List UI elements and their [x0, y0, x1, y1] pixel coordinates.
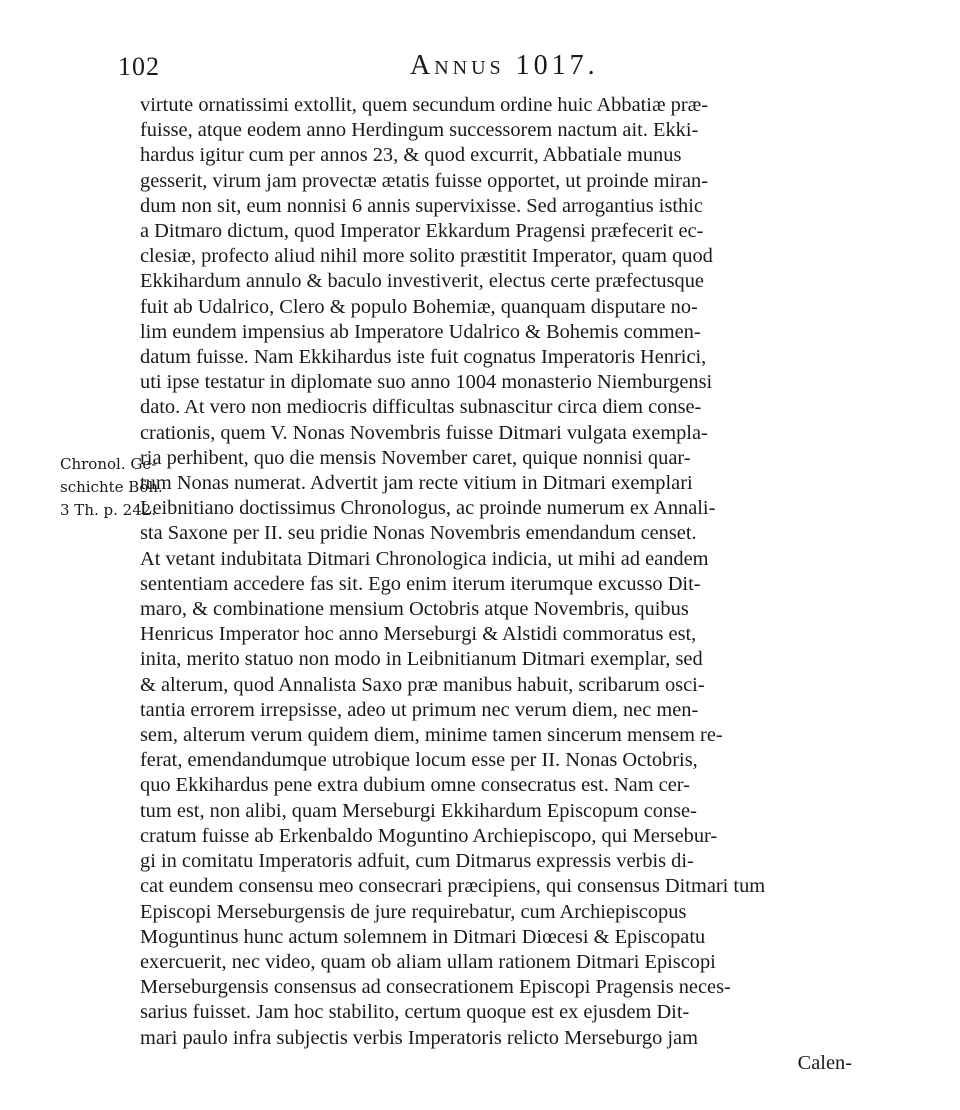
page-number: 102 [118, 52, 160, 81]
text-line: Episcopi Merseburgensis de jure requirebatur, cum Archiepiscopus [140, 900, 687, 923]
text-line: Calen- [797, 1051, 852, 1074]
text-line: ferat, emendandumque utrobique locum esse per II. Nonas Octobris, [140, 749, 698, 772]
text-line: quo Ekkihardus pene extra dubium omne consecratus est. Nam cer- [140, 774, 690, 797]
text-line: dum non sit, eum nonnisi 6 annis supervixisse. Sed arrogantius isthic [140, 194, 703, 217]
text-line: uti ipse testatur in diplomate suo anno 1004 monasterio Niemburgensi [140, 371, 713, 394]
text-line: cratum fuisse ab Erkenbaldo Moguntino Archiepiscopo, qui Mersebur- [140, 824, 718, 847]
text-line: exercuerit, nec video, quam ob aliam ullam rationem Ditmari Episcopi [140, 950, 716, 973]
text-line: clesiæ, profecto aliud nihil more solito præstitit Imperator, quam quod [140, 245, 713, 268]
margin-note-line: Chronol. Ge- [60, 455, 157, 473]
text-line: a Ditmaro dictum, quod Imperator Ekkardum Pragensi præfecerit ec- [140, 220, 704, 243]
text-line: hardus igitur cum per annos 23, & quod excurrit, Abbatiale munus [140, 144, 682, 167]
margin-note-line: 3 Th. p. 242. [60, 501, 157, 519]
text-line: sarius fuisset. Jam hoc stabilito, certum quoque est ex ejusdem Dit- [140, 1001, 690, 1024]
text-line: & alterum, quod Annalista Saxo præ manibus habuit, scribarum osci- [140, 673, 705, 696]
text-line: tum est, non alibi, quam Merseburgi Ekkihardum Episcopum conse- [140, 799, 697, 822]
text-line: dato. At vero non mediocris difficultas subnascitur circa diem conse- [140, 396, 702, 419]
text-line: tantia errorem irrepsisse, adeo ut primum nec verum diem, nec men- [140, 698, 699, 721]
text-line: fuisse, atque eodem anno Herdingum successorem nactum ait. Ekki- [140, 119, 699, 142]
text-line: gesserit, virum jam provectæ ætatis fuisse opportet, ut proinde miran- [140, 169, 708, 192]
text-line: lim eundem impensius ab Imperatore Udalrico & Bohemis commen- [140, 320, 701, 343]
text-line: tum Nonas numerat. Advertit jam recte vitium in Ditmari exemplari [140, 472, 693, 495]
text-line: crationis, quem V. Nonas Novembris fuisse Ditmari vulgata exempla- [140, 421, 708, 444]
text-line: sem, alterum verum quidem diem, minime tamen sincerum mensem re- [140, 724, 723, 747]
text-line: Ekkihardum annulo & baculo investiverit, electus certe præfectusque [140, 270, 704, 293]
margin-note-line: schichte Böh. [60, 478, 163, 496]
text-line: Merseburgensis consensus ad consecrationem Episcopi Pragensis neces- [140, 976, 731, 999]
text-line: Moguntinus hunc actum solemnem in Ditmari Diœcesi & Episcopatu [140, 925, 706, 948]
text-line: mari paulo infra subjectis verbis Imperatoris relicto Merseburgo jam [140, 1026, 698, 1049]
text-line: virtute ornatissimi extollit, quem secundum ordine huic Abbatiæ præ- [140, 94, 709, 116]
text-line: gi in comitatu Imperatoris adfuit, cum Ditmarus expressis verbis di- [140, 850, 694, 873]
body-text [140, 93, 852, 1076]
text-line: maro, & combinatione mensium Octobris atque Novembris, quibus [140, 598, 689, 621]
running-head: Annus 1017. [410, 50, 599, 81]
text-line: ria perhibent, quo die mensis November caret, quique nonnisi quar- [140, 446, 691, 469]
text-line: sententiam accedere fas sit. Ego enim iterum iterumque excusso Dit- [140, 572, 701, 595]
text-line: fuit ab Udalrico, Clero & populo Bohemiæ, quanquam disputare no- [140, 295, 698, 318]
margin-note [60, 453, 163, 522]
text-line: inita, merito statuo non modo in Leibnitianum Ditmari exemplar, sed [140, 648, 703, 671]
text-line: cat eundem consensu meo consecrari præcipiens, qui consensus Ditmari tum [140, 875, 766, 898]
text-line: At vetant indubitata Ditmari Chronologica indicia, ut mihi ad eandem [140, 547, 709, 570]
text-line: Henricus Imperator hoc anno Merseburgi & Alstidi commoratus est, [140, 623, 697, 646]
text-line: Leibnitiano doctissimus Chronologus, ac proinde numerum ex Annali- [140, 497, 716, 520]
text-line: datum fuisse. Nam Ekkihardus iste fuit cognatus Imperatoris Henrici, [140, 346, 707, 369]
text-line: sta Saxone per II. seu pridie Nonas Novembris emendandum censet. [140, 522, 697, 545]
